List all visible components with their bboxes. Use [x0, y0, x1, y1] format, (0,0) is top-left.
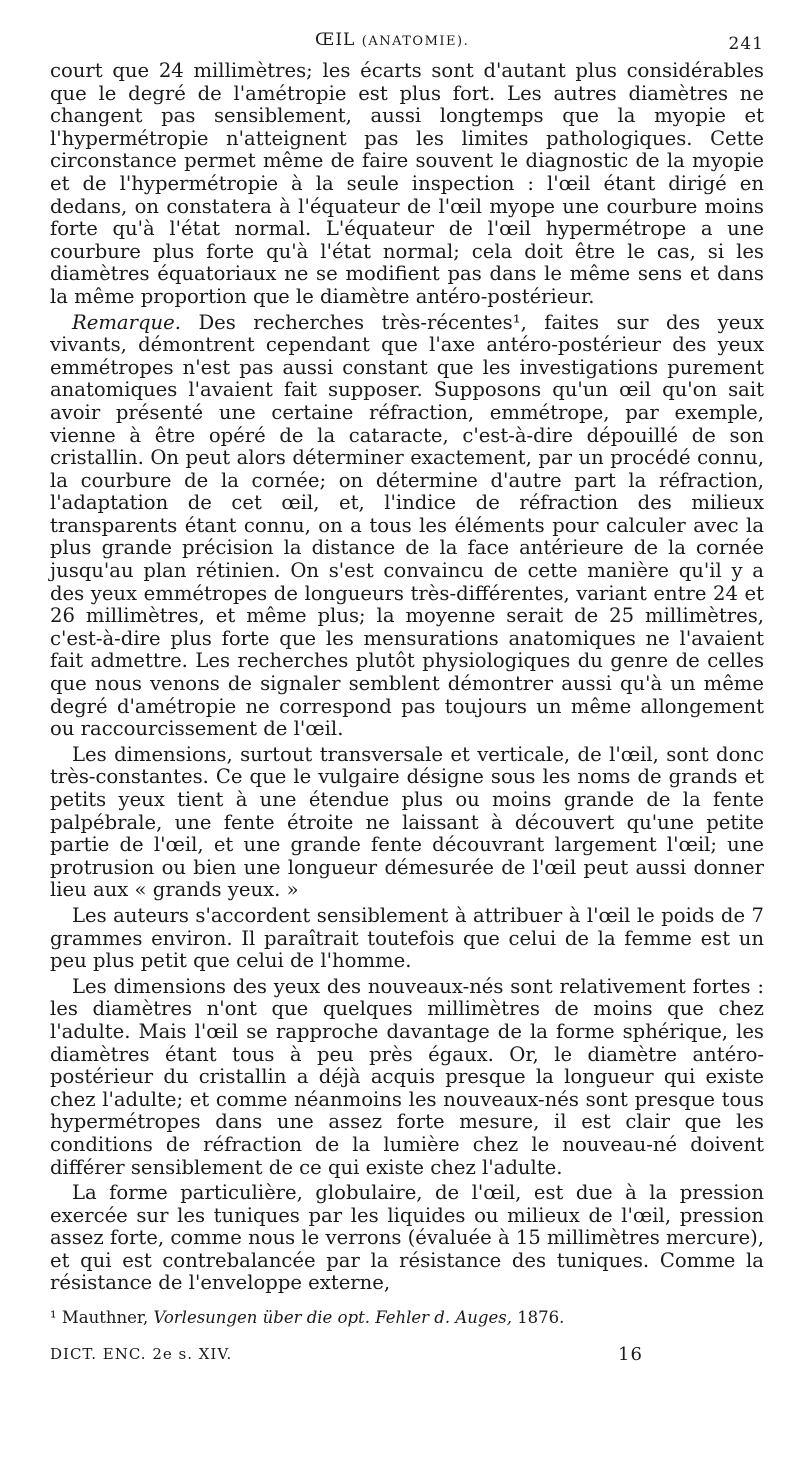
running-title: [315, 30, 469, 50]
printer-signature: DICT. ENC. 2e s. XIV.: [50, 1345, 233, 1363]
paragraph-4: Les auteurs s'accordent sensiblement à attribuer à l'œil le poids de 7 grammes environ. Il paraîtrait toutefois que celui de la femme est un peu plus petit que celui de l'homme.: [50, 903, 764, 973]
paragraph-1: court que 24 millimètres; les écarts sont d'autant plus considérables que le degré de l'amétropie est plus fort. Les autres diamètres ne changent pas sensiblement, aussi longtemps que la myopie et l'hypermétropie n'atteignent pas les limites pathologiques. Cette circonstance permet même de faire souvent le diagnostic de la myopie et de l'hypermétropie à la seule inspection : l'œil étant dirigé en dedans, on constatera à l'équateur de l'œil myope une courbure moins forte qu'à l'état normal. L'équateur de l'œil hypermétrope a une courbure plus forte qu'à l'état normal; cela doit être le cas, si les diamètres équatoriaux ne se modifient pas dans le même sens et dans la même proportion que le diamètre antéro-postérieur.: [50, 59, 764, 308]
paragraph-2: [50, 312, 764, 741]
footnote-year: 1876.: [517, 1308, 565, 1327]
page-number: 241: [728, 34, 764, 54]
paragraph-2-text: Des recherches très-récentes¹, faites sur des yeux vivants, démontrent cependant que l'axe antéro-postérieur des yeux emmétropes n'est pas aussi constant que les investigations purement anatomiques l'avaient fait supposer. Supposons qu'un œil qu'on sait avoir présenté une certaine réfraction, emmétrope, par exemple, vienne à être opéré de la cataracte, c'est-à-dire dépouillé de son cristallin. On peut alors déterminer exactement, par un procédé connu, la courbure de la cornée; on détermine d'autre part la réfraction, l'adaptation de cet œil, et, l'indice de réfraction des milieux transparents étant connu, on a tous les éléments pour calculer avec la plus grande précision la distance de la face antérieure de la cornée jusqu'au plan rétinien. On s'est convaincu de cette manière qu'il y a des yeux emmétropes de longueurs très-différentes, variant entre 24 et 26 millimètres, et même plus; la moyenne serait de 25 millimètres, c'est-à-dire plus forte que les mensurations anatomiques ne l'avaient fait admettre. Les recherches plutôt physiologiques du genre de celles que nous venons de signaler semblent démontrer aussi qu'à un même degré d'amétropie ne correspond pas toujours un même allongement ou raccourcissement de l'œil.: [50, 310, 764, 741]
footnote: [50, 1308, 764, 1327]
page: [50, 30, 764, 1365]
sheet-number: 16: [618, 1344, 643, 1365]
body-text: [50, 60, 764, 1295]
footnote-marker: ¹: [50, 1308, 57, 1327]
paragraph-3: Les dimensions, surtout transversale et verticale, de l'œil, sont donc très-constantes. Ce que le vulgaire désigne sous les noms de grands et petits yeux tient à une étendue plus ou moins grande de la fente palpébrale, une fente étroite ne laissant à découvert qu'une petite partie de l'œil, et une grande fente découvrant largement l'œil; une protrusion ou bien une longueur démesurée de l'œil peut aussi donner lieu aux « grands yeux. »: [50, 742, 764, 902]
footnote-author: Mauthner,: [61, 1308, 149, 1327]
running-title-main: ŒIL: [315, 30, 356, 50]
remark-label: Remarque.: [72, 310, 181, 334]
paragraph-6: La forme particulière, globulaire, de l'œil, est due à la pression exercée sur les tuniques par les liquides ou milieux de l'œil, pression assez forte, comme nous le verrons (évaluée à 15 millimètres mercure), et qui est contrebalancée par la résistance des tuniques. Comme la résistance de l'enveloppe externe,: [50, 1181, 764, 1295]
running-title-sub: (ANATOMIE).: [361, 34, 470, 49]
paragraph-5: Les dimensions des yeux des nouveaux-nés sont relativement fortes : les diamètres n'ont que quelques millimètres de moins que chez l'adulte. Mais l'œil se rapproche davantage de la forme sphérique, les diamètres étant tous à peu près égaux. Or, le diamètre antéro-postérieur du cristallin a déjà acquis presque la longueur qui existe chez l'adulte; et comme néanmoins les nouveaux-nés sont presque tous hypermétropes dans une assez forte mesure, il est clair que les conditions de réfraction de la lumière chez le nouveau-né doivent différer sensiblement de ce qui existe chez l'adulte.: [50, 974, 764, 1179]
running-head: [50, 30, 764, 56]
footnote-title: Vorlesungen über die opt. Fehler d. Auges,: [153, 1308, 512, 1327]
